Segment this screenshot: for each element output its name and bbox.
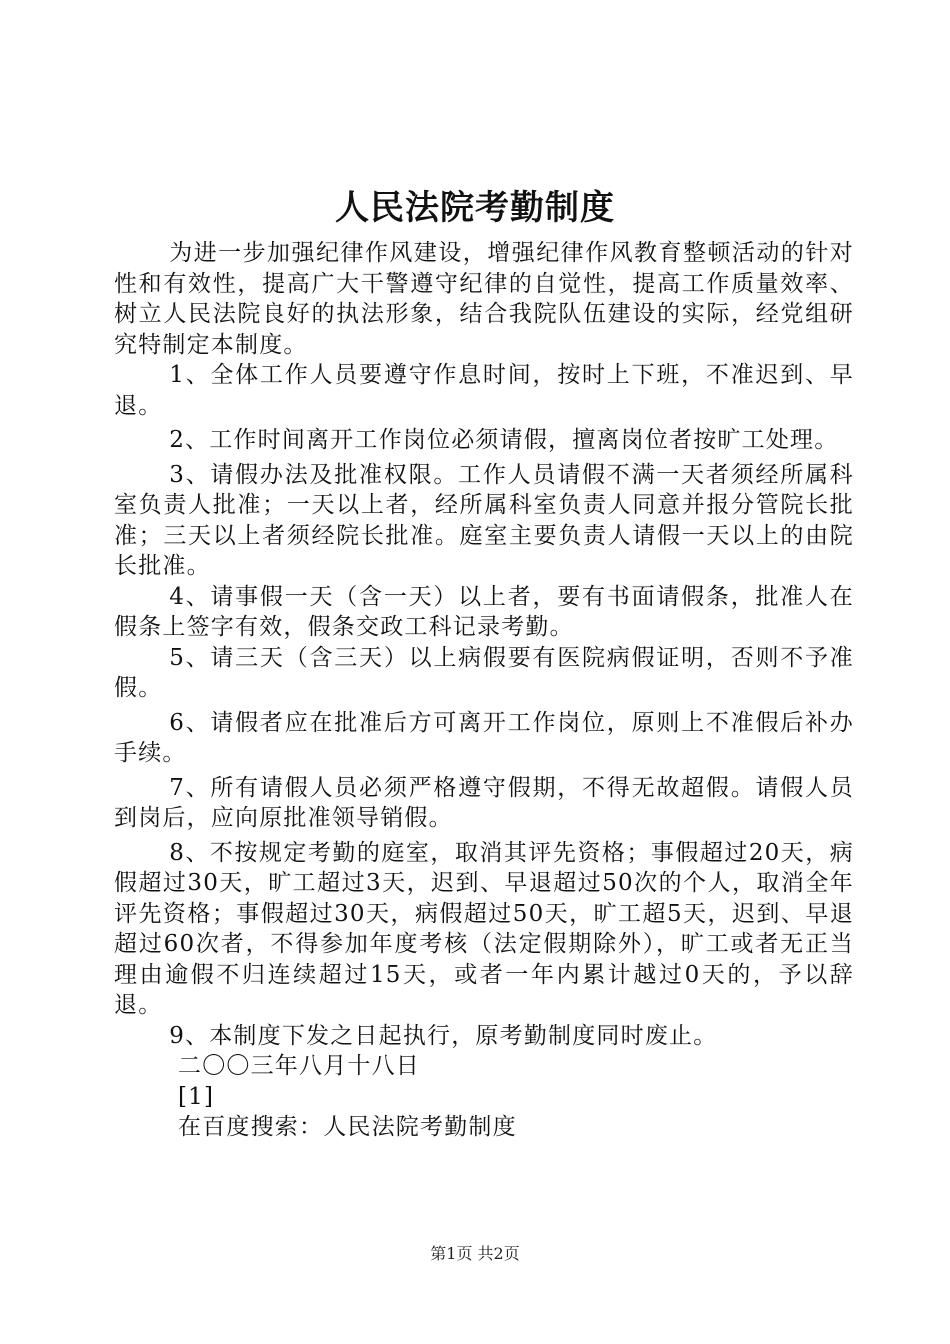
rule-item-3: 3、请假办法及批准权限。工作人员请假不满一天者须经所属科室负责人批准；一天以上者，经所属科室负责人同意并报分管院长批准；三天以上者须经院长批准。庭室主要负责人请假一天以上的由院长批准。 bbox=[114, 461, 854, 579]
rule-item-5: 5、请三天（含三天）以上病假要有医院病假证明，否则不予准假。 bbox=[114, 644, 854, 701]
document-date: 二〇〇三年八月十八日 bbox=[178, 1053, 420, 1079]
intro-paragraph: 为进一步加强纪律作风建设，增强纪律作风教育整顿活动的针对性和有效性，提高广大干警遵守纪律的自觉性，提高工作质量效率、树立人民法院良好的执法形象，结合我院队伍建设的实际，经党组研究特制定本制度。 bbox=[114, 240, 854, 358]
rule-item-2: 2、工作时间离开工作岗位必须请假，擅离岗位者按旷工处理。 bbox=[169, 427, 839, 453]
reference-marker: [1] bbox=[178, 1083, 215, 1110]
rule-item-8: 8、不按规定考勤的庭室，取消其评先资格；事假超过20天，病假超过30天，旷工超过3天，迟到、早退超过50次的个人，取消全年评先资格；事假超过30天，病假超过50天，旷工超5天，迟到、早退超过60次者，不得参加年度考核（法定假期除外），旷工或者无正当理由逾假不归连续超过15天，或者一年内累计越过0天的，予以辞退。 bbox=[114, 839, 854, 1018]
rule-item-9: 9、本制度下发之日起执行，原考勤制度同时废止。 bbox=[169, 1022, 718, 1049]
document-title: 人民法院考勤制度 bbox=[335, 188, 615, 228]
page-footer: 第1页 共2页 bbox=[430, 1244, 520, 1263]
rule-item-4: 4、请事假一天（含一天）以上者，要有书面请假条，批准人在假条上签字有效，假条交政工科记录考勤。 bbox=[114, 583, 854, 640]
document-body bbox=[114, 238, 854, 1143]
rule-item-1: 1、全体工作人员要遵守作息时间，按时上下班，不准迟到、早退。 bbox=[114, 362, 854, 419]
search-line: 在百度搜索：人民法院考勤制度 bbox=[178, 1114, 517, 1140]
rule-item-7: 7、所有请假人员必须严格遵守假期，不得无故超假。请假人员到岗后，应向原批准领导销假。 bbox=[114, 774, 854, 831]
rule-item-6: 6、请假者应在批准后方可离开工作岗位，原则上不准假后补办手续。 bbox=[114, 709, 854, 766]
